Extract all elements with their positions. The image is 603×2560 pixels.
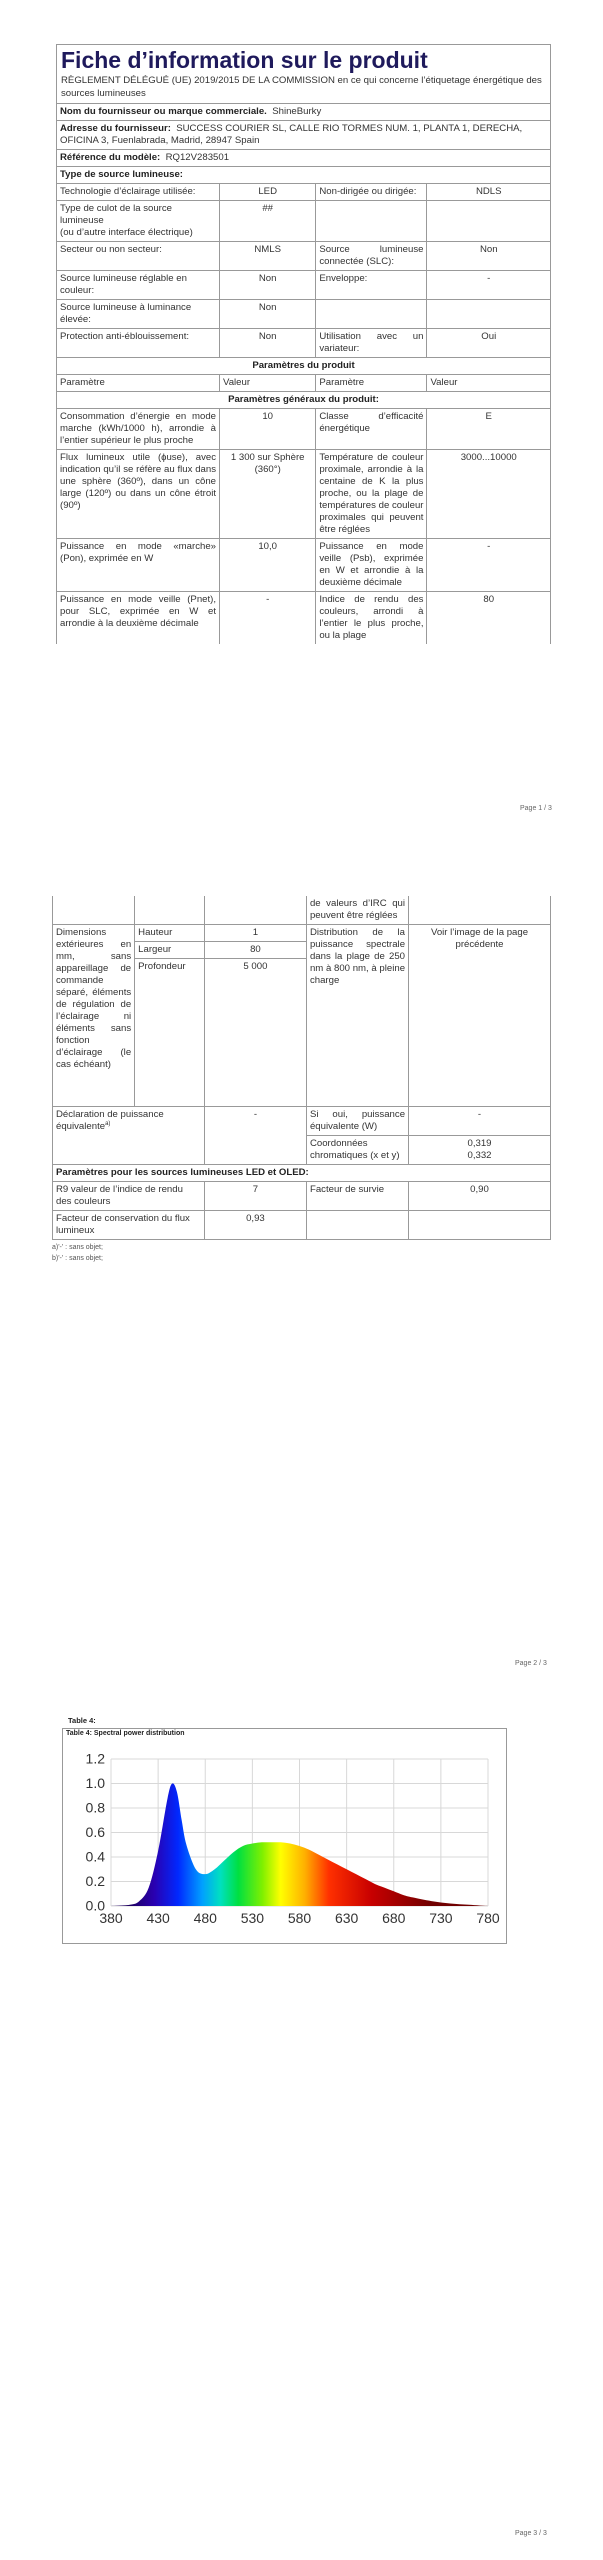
equiv-power-label: Si oui, puissance équivalente (W) [306,1106,408,1135]
param-label [316,300,427,329]
supplier-address-label: Adresse du fournisseur: [60,123,171,135]
table-row [57,300,551,329]
y-axis-ticks [86,1751,106,1914]
y-tick-label: 0.8 [85,1799,105,1816]
param-label: Source lumineuse connectée (SLC): [316,242,427,271]
page-3 [0,1690,603,2560]
supplier-address-row [57,121,551,150]
param-value: - [427,538,551,591]
table-row [57,184,551,201]
footnote-marker: a) [105,1120,111,1127]
param-value [427,201,551,242]
param-label: Puissance en mode «marche» (Pon), exprimée en W [57,538,220,591]
r9-label: R9 valeur de l’indice de rendu des couleurs [53,1181,205,1210]
dim-label: Profondeur [135,958,205,1106]
param-value: 80 [427,591,551,643]
dim-value: 80 [204,941,306,958]
param-value: NMLS [220,242,316,271]
param-value: Oui [427,329,551,358]
spectral-label: Distribution de la puissance spectrale dans la plage de 250 nm à 800 nm, à pleine charge [306,924,408,1106]
page-1 [0,0,603,830]
regulation-subtitle: RÈGLEMENT DÉLÉGUÉ (UE) 2019/2015 DE LA COMMISSION en ce qui concerne l’étiquetage énergétique des sources lumineuses [61,75,542,99]
param-value: LED [220,184,316,201]
dim-label: Hauteur [135,924,205,941]
product-params-header: Paramètres du produit [57,358,551,375]
chart-title: Table 4: Spectral power distribution [66,1730,185,1737]
x-tick-label: 580 [287,1910,312,1926]
page-number: Page 1 / 3 [520,805,552,812]
equiv-power-claim-value: - [204,1106,306,1164]
cri-range-continued: de valeurs d’IRC qui peuvent être réglées [306,896,408,924]
param-value: 3000...10000 [427,450,551,539]
param-value: NDLS [427,184,551,201]
r9-value: 7 [204,1181,306,1210]
dimensions-label: Dimensions extérieures en mm, sans appareillage de commande séparé, éléments de régulation de l’éclairage ni éléments sans fonction d’éclairage (le cas échéant) [53,924,135,1106]
supplier-name-value: ShineBurky [272,106,322,118]
survival-value: 0,90 [409,1181,551,1210]
param-value: - [220,591,316,643]
table-row [53,896,551,924]
model-label: Référence du modèle: [60,152,161,164]
param-label [57,201,220,242]
y-tick-label: 0.2 [85,1873,105,1889]
table-row [57,329,551,358]
page-title: Fiche d’information sur le produit [61,47,428,73]
page-number: Page 2 / 3 [515,1660,547,1667]
param-label: Consommation d’énergie en mode marche (kWh/1000 h), arrondie à l’entier supérieur le plus proche [57,409,220,450]
param-label: Protection anti-éblouissement: [57,329,220,358]
product-info-sheet [56,44,551,644]
equiv-power-claim-label [53,1106,205,1164]
column-header: Valeur [220,375,316,392]
x-tick-label: 630 [334,1910,359,1926]
param-value: Non [220,329,316,358]
dim-value: 1 [204,924,306,941]
param-value: 1 300 sur Sphère (360°) [220,450,316,539]
table-row [57,409,551,450]
cap-type-note: (ou d’autre interface électrique) [60,227,193,239]
table-row [53,924,551,941]
param-value: Non [220,300,316,329]
x-tick-label: 380 [99,1910,123,1926]
footnote-b: b)'-' : sans objet; [52,1254,103,1262]
table-row [53,1106,551,1135]
dim-label: Largeur [135,941,205,958]
param-value: 10 [220,409,316,450]
cap-type-label: Type de culot de la source lumineuse [60,203,172,227]
param-label: Source lumineuse à luminance élevée: [57,300,220,329]
param-value: E [427,409,551,450]
table-row [57,591,551,643]
param-value [427,300,551,329]
chroma-x: 0,319 [467,1137,492,1149]
lumen-maintenance-value: 0,93 [204,1210,306,1239]
param-value: 10,0 [220,538,316,591]
equiv-power-claim-text: Déclaration de puissance équivalente [56,1108,164,1133]
x-tick-label: 530 [240,1910,265,1926]
led-params-header: Paramètres pour les sources lumineuses LED et OLED: [53,1164,551,1181]
column-header: Paramètre [57,375,220,392]
supplier-address-value: SUCCESS COURIER SL, CALLE RIO TORMES NUM. 1, PLANTA 1, DERECHA, OFICINA 3, Fuenlabrada, Madrid, 28947 Spain [60,123,523,147]
spectral-value: Voir l’image de la page précédente [409,924,551,1106]
x-axis-ticks [99,1910,500,1926]
model-value: RQ12V283501 [165,152,230,164]
sheet-header [56,44,551,103]
supplier-name-label: Nom du fournisseur ou marque commerciale. [60,106,267,118]
param-value: Non [427,242,551,271]
spectral-chart-frame [62,1728,507,1944]
chroma-label: Coordonnées chromatiques (x et y) [306,1135,408,1164]
table-row [53,1210,551,1239]
y-tick-label: 0.0 [85,1897,105,1914]
param-label: Secteur ou non secteur: [57,242,220,271]
spectral-power-chart [63,1729,508,1945]
dim-value: 5 000 [204,958,306,1106]
table-row [57,271,551,300]
column-header-row [57,375,551,392]
param-label: Flux lumineux utile (ɸuse), avec indication qu’il se réfère au flux dans une sphère (360º), dans un cône large (120º) ou dans un cône étroit (90º) [57,450,220,539]
general-params-header: Paramètres généraux du produit: [57,392,551,409]
param-label: Puissance en mode veille (Psb), exprimée en W et arrondie à la deuxième décimale [316,538,427,591]
param-value: ## [220,201,316,242]
param-label: Classe d’efficacité énergétique [316,409,427,450]
column-header: Valeur [427,375,551,392]
chroma-values [409,1135,551,1164]
param-value: Non [220,271,316,300]
table-row [57,538,551,591]
page-number: Page 3 / 3 [515,2530,547,2537]
x-tick-label: 730 [429,1910,453,1926]
product-info-table-continued [52,896,551,1240]
param-label: Puissance en mode veille (Pnet), pour SLC, exprimée en W et arrondie à la deuxième décimale [57,591,220,643]
table-caption: Table 4: [68,1716,96,1725]
survival-label: Facteur de survie [306,1181,408,1210]
product-info-sheet-continued [52,896,551,1262]
x-tick-label: 680 [382,1910,406,1926]
param-label [316,201,427,242]
y-tick-label: 0.6 [85,1824,105,1840]
x-tick-label: 780 [476,1910,500,1926]
param-label: Technologie d’éclairage utilisée: [57,184,220,201]
table-row [57,242,551,271]
y-tick-label: 0.4 [85,1848,105,1865]
table-row [53,1181,551,1210]
x-tick-label: 480 [193,1910,217,1926]
table-row [57,450,551,539]
param-label: Enveloppe: [316,271,427,300]
param-label: Source lumineuse réglable en couleur: [57,271,220,300]
column-header: Paramètre [316,375,427,392]
param-label: Non-dirigée ou dirigée: [316,184,427,201]
supplier-name-row [57,104,551,121]
chroma-y: 0,332 [467,1149,492,1161]
y-tick-label: 1.0 [85,1775,105,1791]
lumen-maintenance-label: Facteur de conservation du flux lumineux [53,1210,205,1239]
footnote-a: a)'-' : sans objet; [52,1243,103,1251]
param-value: - [427,271,551,300]
param-label: Utilisation avec un variateur: [316,329,427,358]
page-2 [0,830,603,1690]
equiv-power-value: - [409,1106,551,1135]
y-tick-label: 1.2 [85,1750,105,1767]
product-info-table [56,103,551,643]
model-row [57,150,551,167]
x-tick-label: 430 [146,1910,170,1926]
param-label: Indice de rendu des couleurs, arrondi à l’entier le plus proche, ou la plage [316,591,427,643]
table-row [57,201,551,242]
source-type-label: Type de source lumineuse: [57,167,551,184]
param-label: Température de couleur proximale, arrondie à la centaine de K la plus proche, ou la plage de températures de couleur proximales qui peuvent être réglées [316,450,427,539]
